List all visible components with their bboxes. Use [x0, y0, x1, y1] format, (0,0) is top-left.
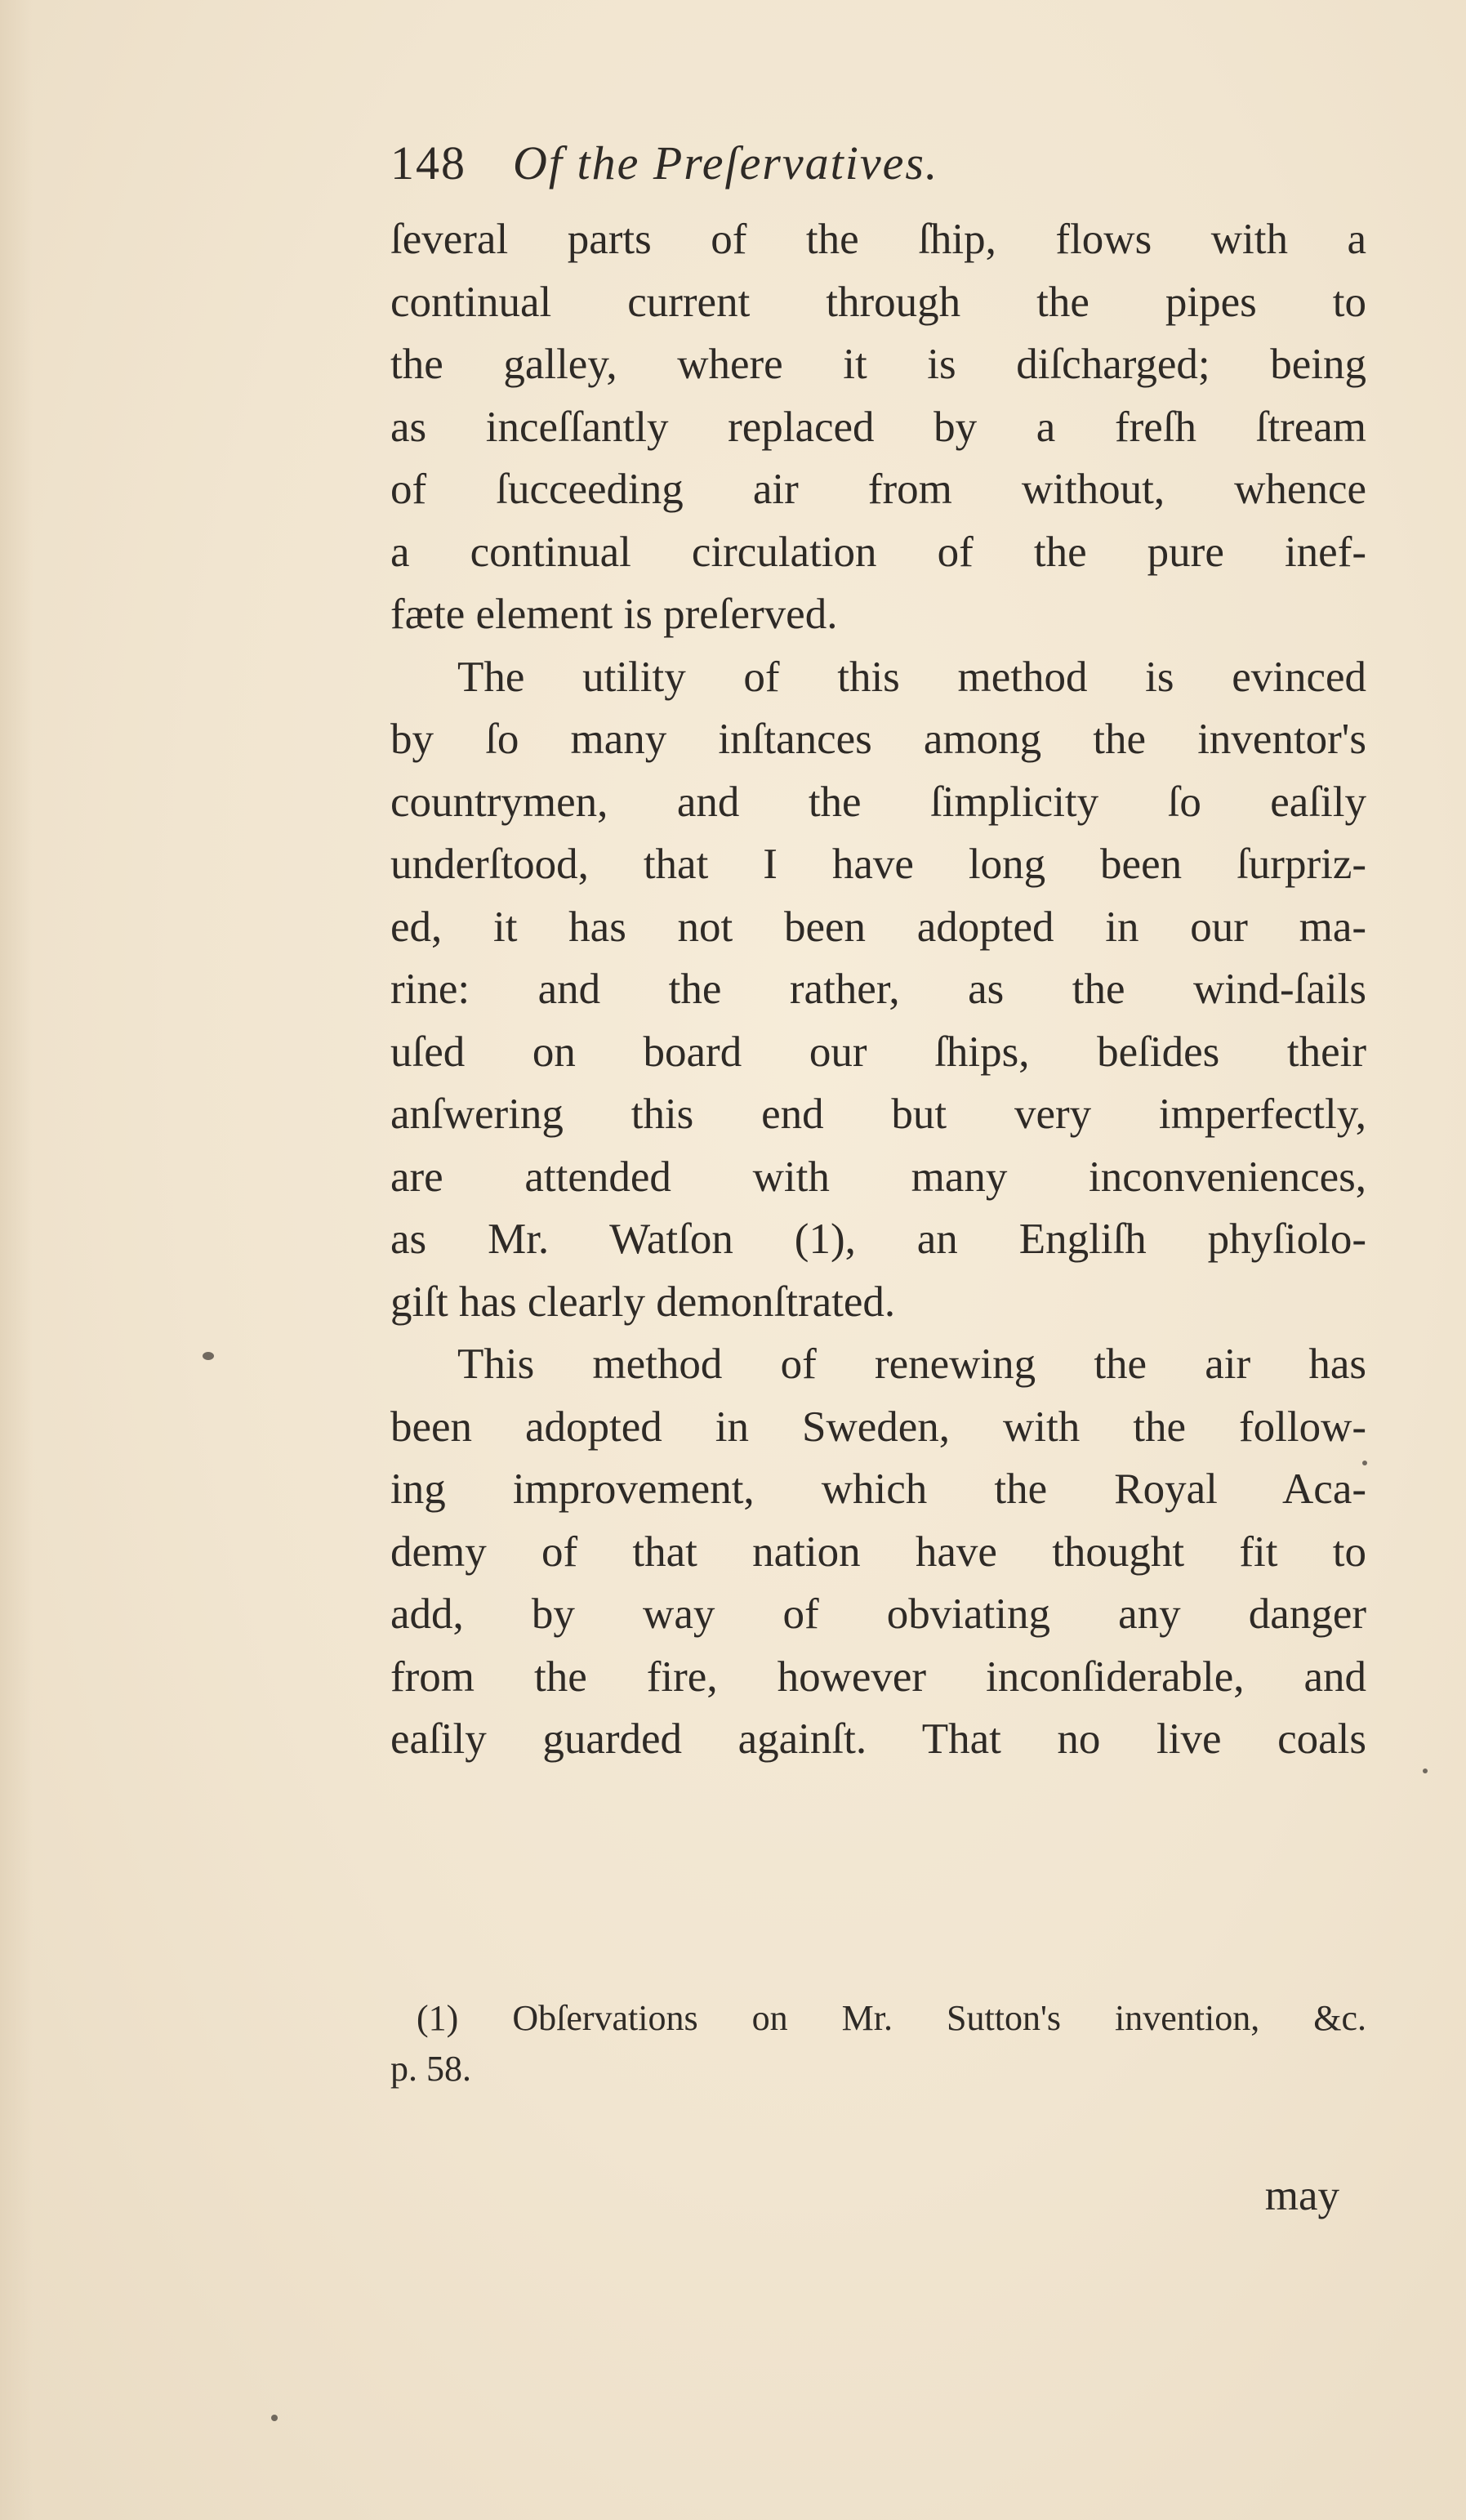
body-text: [390, 208, 1366, 1771]
text-line: underſtood, that I have long been ſurpriz-: [390, 841, 1366, 888]
paragraph-start-line: This method of renewing the air has: [457, 1340, 1366, 1388]
text-line: from the fire, however inconſiderable, and: [390, 1652, 1366, 1701]
footnote-line: (1) Obſervations on Mr. Sutton's invention, &c.: [417, 1998, 1366, 2038]
page-number: 148: [390, 136, 466, 190]
binding-edge-shadow: [0, 0, 33, 2520]
text-line: uſed on board our ſhips, beſides their: [390, 1028, 1366, 1076]
running-header: [390, 127, 1387, 200]
text-line: eaſily guarded againſt. That no live coals: [390, 1715, 1366, 1763]
text-line: ſeveral parts of the ſhip, flows with a: [390, 216, 1366, 263]
text-line: anſwering this end but very imperfectly,: [390, 1091, 1366, 1138]
text-line: giſt has clearly demonſtrated.: [390, 1278, 896, 1326]
footnote: [390, 1993, 1366, 2094]
paper-speck: [271, 2415, 278, 2421]
text-line: continual current through the pipes to: [390, 278, 1366, 326]
text-line: fæte element is preſerved.: [390, 591, 838, 638]
paragraph-start-line: The utility of this method is evinced: [457, 653, 1366, 701]
paper-speck: [1362, 1461, 1367, 1465]
text-line: as inceſſantly replaced by a freſh ſtream: [390, 403, 1366, 451]
text-line: as Mr. Watſon (1), an Engliſh phyſiolo-: [390, 1215, 1366, 1263]
text-line: ing improvement, which the Royal Aca-: [390, 1465, 1366, 1513]
text-line: the galley, where it is diſcharged; being: [390, 341, 1366, 388]
text-line: countrymen, and the ſimplicity ſo eaſily: [390, 778, 1366, 826]
text-line: ed, it has not been adopted in our ma-: [390, 903, 1366, 951]
text-line: are attended with many inconveniences,: [390, 1153, 1366, 1201]
text-line: of ſucceeding air from without, whence: [390, 466, 1366, 513]
paper-speck: [1423, 1768, 1428, 1773]
text-line: been adopted in Sweden, with the follow-: [390, 1403, 1366, 1451]
text-line: demy of that nation have thought fit to: [390, 1528, 1366, 1576]
text-line: add, by way of obviating any danger: [390, 1590, 1366, 1638]
paper-speck: [203, 1352, 214, 1360]
text-line: a continual circulation of the pure inef-: [390, 528, 1366, 576]
text-line: rine: and the rather, as the wind-ſails: [390, 966, 1366, 1013]
text-line: by ſo many inſtances among the inventor's: [390, 716, 1366, 763]
footnote-line: p. 58.: [390, 2049, 471, 2089]
running-title: Of the Preſervatives.: [513, 136, 939, 190]
catchword: may: [1264, 2172, 1339, 2219]
